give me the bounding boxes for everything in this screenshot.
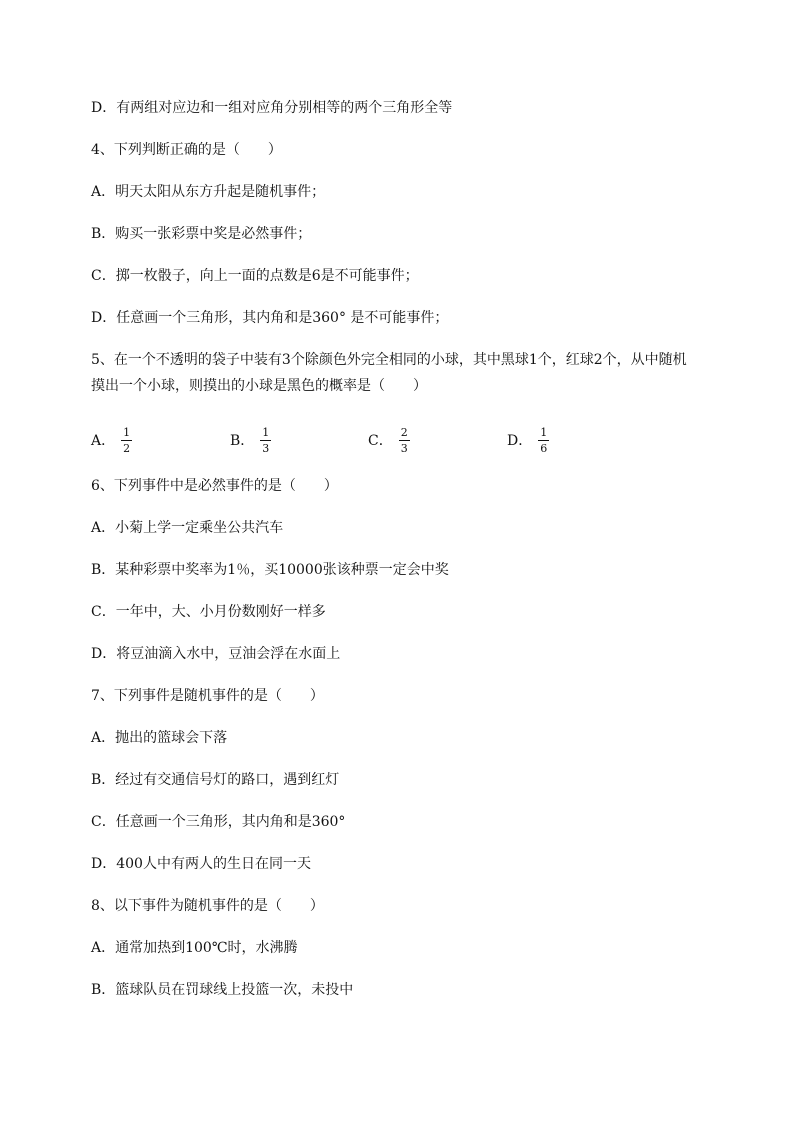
q8-stem: 8、以下事件为随机事件的是（ ）	[91, 898, 324, 914]
q4-stem: 4、下列判断正确的是（ ）	[91, 142, 282, 158]
fraction-numerator: 1	[540, 425, 548, 439]
fraction	[260, 426, 271, 455]
q6-stem: 6、下列事件中是必然事件的是（ ）	[91, 478, 338, 494]
q5-stem-line-2: 摸出一个小球，则摸出的小球是黑色的概率是（ ）	[91, 378, 427, 394]
fraction-numerator: 1	[262, 425, 270, 439]
q6-option-d: D．将豆油滴入水中，豆油会浮在水面上	[91, 646, 341, 662]
q8-option-b: B．篮球队员在罚球线上投篮一次，未投中	[91, 982, 354, 998]
fraction-denominator: 2	[123, 441, 131, 455]
fraction	[538, 426, 549, 455]
fraction-denominator: 6	[540, 441, 548, 455]
q5-option-a	[91, 420, 132, 460]
q5-stem-line-1: 5、在一个不透明的袋子中装有3个除颜色外完全相同的小球，其中黑球1个，红球2个，从中随机	[91, 352, 687, 368]
option-label: D．	[507, 433, 533, 449]
q5-option-c	[368, 420, 410, 460]
fraction	[121, 426, 132, 455]
q8-option-a: A．通常加热到100℃时，水沸腾	[91, 940, 298, 956]
q4-option-c: C．掷一枚骰子，向上一面的点数是6是不可能事件；	[91, 268, 419, 284]
q6-option-c: C．一年中，大、小月份数刚好一样多	[91, 604, 326, 620]
option-label: C．	[368, 433, 393, 449]
q4-option-a: A．明天太阳从东方升起是随机事件；	[91, 184, 326, 200]
q6-option-b: B．某种彩票中奖率为1％，买10000张该种票一定会中奖	[91, 562, 449, 578]
fraction	[399, 426, 410, 455]
fraction-numerator: 2	[400, 425, 408, 439]
fraction-denominator: 3	[400, 441, 408, 455]
q4-option-b: B．购买一张彩票中奖是必然事件；	[91, 226, 312, 242]
q5-options	[91, 420, 711, 460]
q7-option-d: D．400人中有两人的生日在同一天	[91, 856, 311, 872]
q7-option-a: A．抛出的篮球会下落	[91, 730, 228, 746]
fraction-numerator: 1	[123, 425, 131, 439]
q7-option-c: C．任意画一个三角形，其内角和是360°	[91, 814, 346, 830]
q5-option-d	[507, 420, 549, 460]
q6-option-a: A．小菊上学一定乘坐公共汽车	[91, 520, 284, 536]
q5-option-b	[230, 420, 271, 460]
q7-option-b: B．经过有交通信号灯的路口，遇到红灯	[91, 772, 340, 788]
q4-option-d: D．任意画一个三角形，其内角和是360° 是不可能事件；	[91, 310, 449, 326]
q7-stem: 7、下列事件是随机事件的是（ ）	[91, 688, 324, 704]
q3-option-d: D．有两组对应边和一组对应角分别相等的两个三角形全等	[91, 100, 453, 116]
fraction-denominator: 3	[262, 441, 270, 455]
option-label: B．	[230, 433, 255, 449]
option-label: A．	[91, 433, 116, 449]
